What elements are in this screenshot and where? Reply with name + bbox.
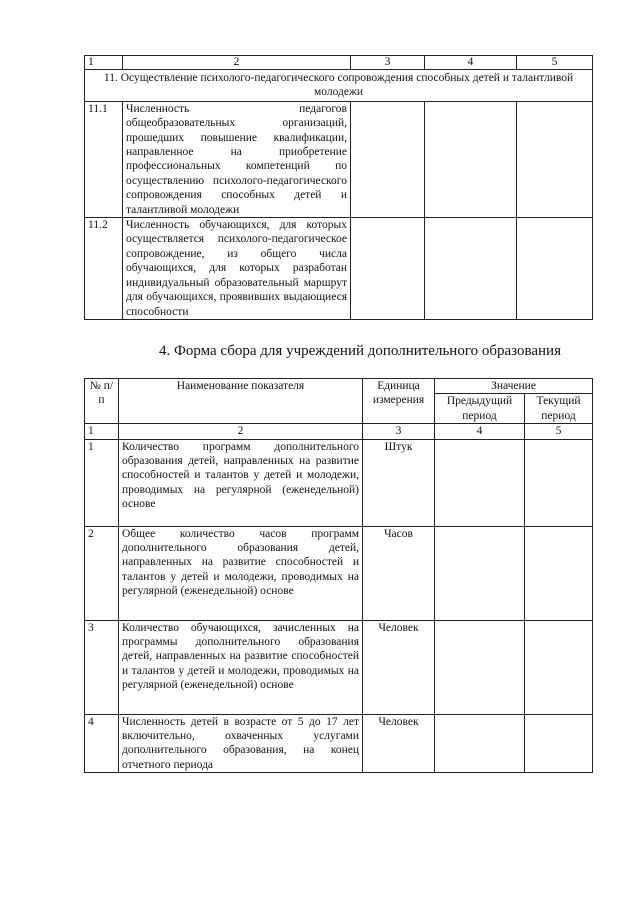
column-number-row	[85, 56, 593, 70]
value-cell[interactable]	[525, 714, 593, 773]
header-value: Значение	[435, 379, 593, 394]
section-heading: 4. Форма сбора для учреждений дополнительного образования	[159, 343, 561, 359]
col-number: 2	[123, 56, 351, 70]
col-number: 5	[525, 424, 593, 439]
col-number: 3	[351, 56, 425, 70]
col-number: 1	[85, 424, 119, 439]
unit-cell: Штук	[363, 439, 435, 526]
indicator-name: Численность обучающихся, для которых осуществляется психолого-педагогическое сопровождение, из общего числа обучающихся, для которых разработан индивидуальный образовательный маршрут для обучающихся, проявивших выдающиеся способности	[123, 218, 351, 320]
value-cell[interactable]	[435, 620, 525, 714]
row-number: 3	[85, 620, 119, 714]
value-cell[interactable]	[525, 526, 593, 620]
header-row	[85, 379, 593, 394]
table-row	[85, 218, 593, 320]
col-number: 4	[425, 56, 517, 70]
row-number: 2	[85, 526, 119, 620]
header-current-period: Текущий период	[525, 394, 593, 424]
unit-cell: Человек	[363, 620, 435, 714]
value-cell[interactable]	[517, 218, 593, 320]
section-row	[85, 70, 593, 102]
row-number: 11.1	[85, 101, 123, 217]
additional-education-form-table	[84, 378, 593, 773]
table-row	[85, 714, 593, 773]
value-cell[interactable]	[425, 218, 517, 320]
indicator-name: Количество обучающихся, зачисленных на программы дополнительного образования детей, направленных на развитие способностей и талантов у детей и молодежи, проводимых на регулярной (еженедельной) основе	[119, 620, 363, 714]
table-row	[85, 620, 593, 714]
unit-cell: Человек	[363, 714, 435, 773]
indicators-table-section-11	[84, 55, 593, 320]
header-number: № п/п	[85, 379, 119, 424]
value-cell[interactable]	[525, 620, 593, 714]
col-number: 4	[435, 424, 525, 439]
value-cell[interactable]	[435, 714, 525, 773]
row-number: 4	[85, 714, 119, 773]
table-row	[85, 439, 593, 526]
value-cell[interactable]	[435, 439, 525, 526]
unit-cell: Часов	[363, 526, 435, 620]
table-row	[85, 101, 593, 217]
indicator-name: Общее количество часов программ дополнительного образования детей, направленных на развитие способностей и талантов у детей и молодежи, проводимых на регулярной (еженедельной) основе	[119, 526, 363, 620]
value-cell[interactable]	[435, 526, 525, 620]
row-number: 1	[85, 439, 119, 526]
value-cell[interactable]	[351, 218, 425, 320]
value-cell[interactable]	[525, 439, 593, 526]
indicator-name: Численность детей в возрасте от 5 до 17 лет включительно, охваченных услугами дополнительного образования, на конец отчетного периода	[119, 714, 363, 773]
indicator-name: Количество программ дополнительного образования детей, направленных на развитие способностей и талантов у детей и молодежи, проводимых на регулярной (еженедельной) основе	[119, 439, 363, 526]
header-previous-period: Предыдущий период	[435, 394, 525, 424]
col-number: 5	[517, 56, 593, 70]
col-number: 2	[119, 424, 363, 439]
col-number: 3	[363, 424, 435, 439]
col-number: 1	[85, 56, 123, 70]
value-cell[interactable]	[351, 101, 425, 217]
row-number: 11.2	[85, 218, 123, 320]
column-number-row	[85, 424, 593, 439]
section-title: 11. Осуществление психолого-педагогического сопровождения способных детей и талантливой молодежи	[85, 70, 593, 102]
value-cell[interactable]	[425, 101, 517, 217]
header-indicator-name: Наименование показателя	[119, 379, 363, 424]
table-row	[85, 526, 593, 620]
header-unit: Единица измерения	[363, 379, 435, 424]
indicator-name: Численность педагогов общеобразовательных организаций, прошедших повышение квалификации, направленное на приобретение профессиональных компетенций по осуществлению психолого-педагогического сопровождения способных детей и талантливой молодежи	[123, 101, 351, 217]
value-cell[interactable]	[517, 101, 593, 217]
